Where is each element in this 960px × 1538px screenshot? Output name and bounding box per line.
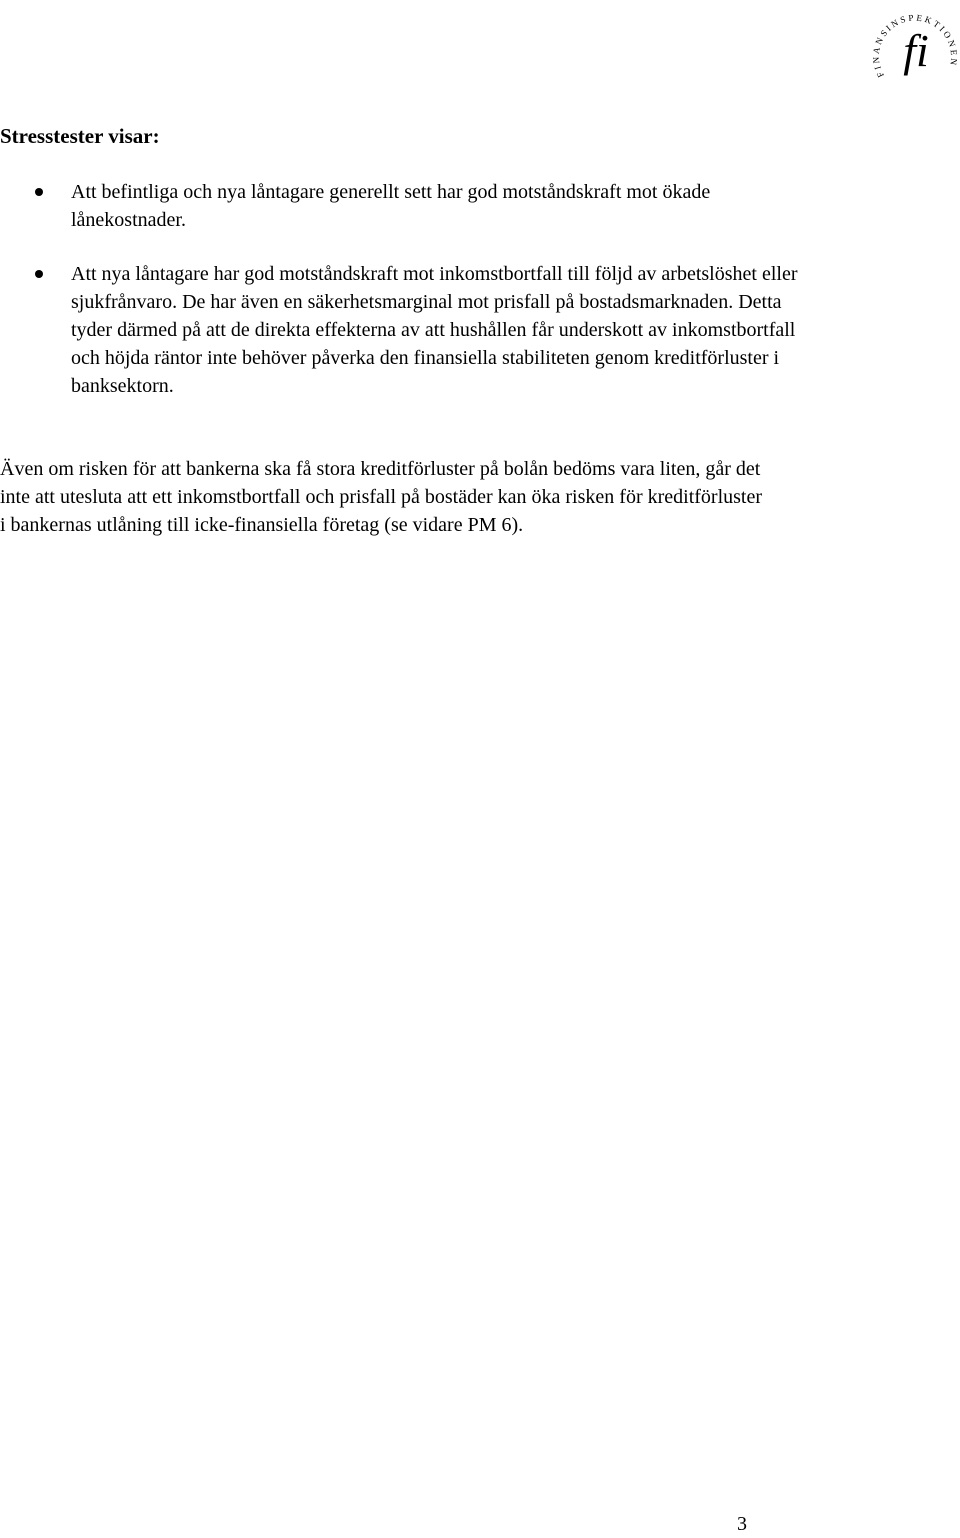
logo-ring-text: FI ANSINSPEKTION [872,12,958,80]
bullet-text: Att nya låntagare har god motståndskraft mot inkomstbortfall till följd av arbetslöshet eller sjukfrånvaro. De har även en säkerhetsmarginal mot prisfall på bostadsmarknaden. Detta tyder därmed på att de direkta effekterna av att hushållen får underskott av inkomstbortfall och höjda räntor inte behöver påverka den finansiella stabiliteten genom kreditförluster i banksektorn. [71,263,798,397]
logo-monogram: fi [903,25,929,76]
bullet-icon [35,270,43,278]
bullet-icon [35,188,43,196]
body-paragraph: Även om risken för att bankerna ska få stora kreditförluster på bolån bedöms vara liten, går det inte att utesluta att ett inkomstbortfall och prisfall på bostäder kan öka risken för kreditförluster i bankernas utlåning till icke-finansiella företag (se vidare PM 6). [0,458,763,536]
section-heading: Stresstester visar: [0,124,160,148]
page-number: 3 [737,1513,747,1535]
finansinspektionen-logo [872,0,958,86]
bullet-list [0,178,800,400]
fi-logo-icon [872,0,958,86]
list-item [0,178,800,234]
bullet-text: Att befintliga och nya låntagare generellt sett har god motståndskraft mot ökade lånekostnader. [71,181,711,231]
list-item [0,260,800,400]
